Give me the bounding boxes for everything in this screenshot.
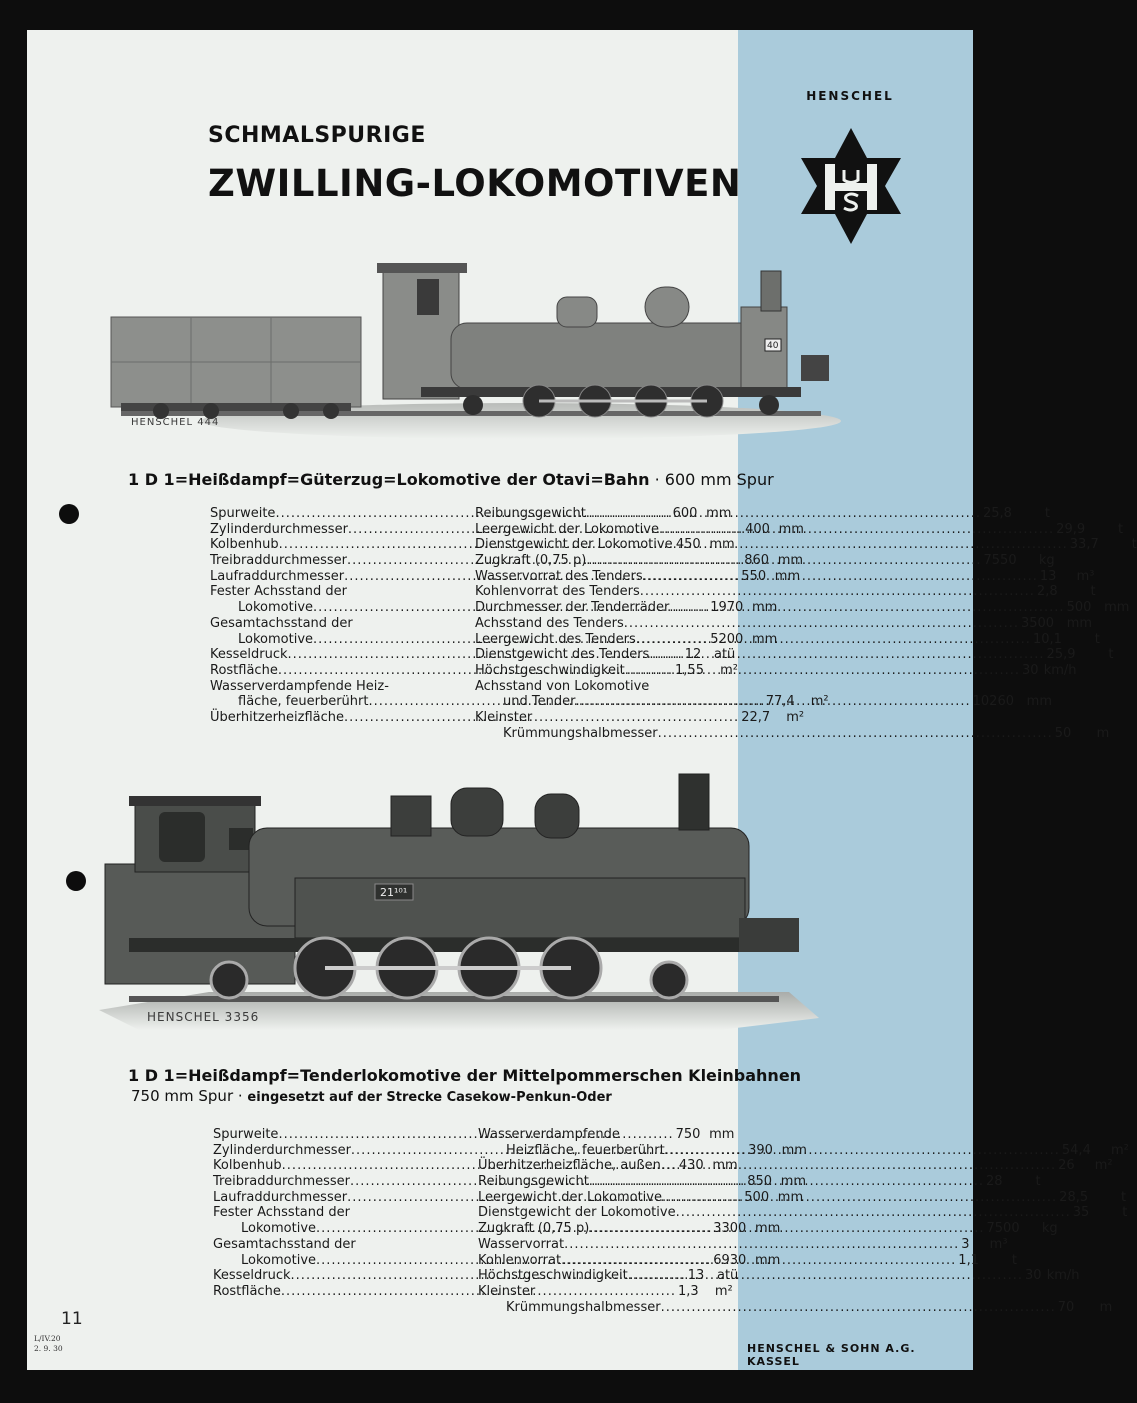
spec-label: Krümmungshalbmesser [503,725,658,741]
spec-label: Zugkraft (0,75 p) [478,1221,590,1237]
spec-label: Heizfläche, feuerberührt [506,1142,665,1158]
spec-value: 54,4 [1061,1142,1091,1158]
title-line-2: ZWILLING-LOKOMOTIVEN [208,162,742,205]
loco2-gauge: 750 mm Spur · [131,1087,248,1105]
spec-unit: kg [1038,553,1055,569]
spec-row [478,1236,1008,1253]
spec-label: Achsstand des Tenders [475,615,624,631]
spec-unit: t [1094,631,1100,647]
spec-value: 29,9 [1056,521,1086,537]
spec-unit: t [1044,506,1050,521]
spec-unit: t [1011,1252,1017,1268]
spec-row [475,615,1093,632]
spec-label: Reibungsgewicht [478,1174,589,1190]
spec-label: Krümmungshalbmesser [506,1299,661,1315]
loco2-heading-title: 1 D 1=Heißdampf=Tenderlokomotive der Mittelpommerschen Kleinbahnen [128,1066,802,1085]
spec-row [210,584,458,600]
print-code [34,1334,63,1354]
leader-dots [659,522,1054,538]
spec-unit: t [1131,537,1137,553]
spec-unit: mm [709,1127,735,1142]
spec-value: 450 [675,537,701,553]
brochure-page [27,30,1137,1370]
spec-label: Spurweite [210,506,276,521]
spec-value: 30 [1024,1268,1042,1284]
loco1-heading-title: 1 D 1=Heißdampf=Güterzug=Lokomotive der Otavi=Bahn [128,470,650,489]
spec-value: 26 [1058,1158,1075,1174]
spec-label: Dienstgewicht der Lokomotive [475,537,673,553]
spec-unit: mm [751,631,778,647]
spec-unit: m [1099,1299,1113,1315]
spec-unit: mm [774,568,801,584]
spec-unit: mm [1104,600,1130,616]
print-code-line-1: L/IV.20 [34,1334,61,1343]
spec-value: 2,8 [1036,584,1058,600]
spec-label: Gesamtachsstand der [210,615,353,631]
spec-unit: mm [781,1142,807,1158]
spec-row [475,710,721,726]
leader-dots [575,694,970,710]
spec-label: Wasserverdampfende Heiz- [210,678,389,694]
spec-value: 850 [747,1174,773,1190]
loco2-subheading [131,1087,612,1105]
spec-unit: mm [780,1174,807,1190]
leader-dots [586,553,981,569]
spec-row [478,1284,724,1300]
spec-unit: t [1035,1174,1041,1190]
spec-value: 77,4 [765,694,795,710]
spec-label: Leergewicht des Tenders [475,631,636,647]
spec-value: 3300 [713,1221,747,1237]
spec-value: 600 [672,506,698,521]
spec-unit: m² [714,1283,733,1299]
spec-value: 1970 [710,600,744,616]
spec-label: Kesseldruck [210,647,288,663]
leader-dots [624,616,1019,632]
spec-row [475,725,1110,742]
spec-label: Zugkraft (0,75 p) [475,553,587,569]
spec-unit: km/h [1046,1268,1080,1284]
spec-value: 1,1 [958,1252,979,1268]
loco1-heading [128,470,774,489]
spec-label: Laufraddurchmesser [210,568,345,584]
print-code-line-2: 2. 9. 30 [34,1344,63,1353]
spec-label: Dienstgewicht der Lokomotive [478,1205,676,1221]
spec-unit: mm [777,553,804,569]
spec-label: Leergewicht der Lokomotive [478,1189,662,1205]
spec-unit: t [1090,584,1096,600]
spec-row [475,679,721,695]
spec-label: Überhitzerheizfläche, außen [478,1158,661,1174]
spec-unit: mm [1066,615,1093,631]
spec-value: 750 [675,1127,701,1142]
leader-dots [561,1253,956,1269]
spec-label: Zylinderdurchmesser [213,1142,351,1158]
spec-row [475,584,1096,600]
spec-row [478,1127,724,1143]
spec-unit: t [1121,1189,1127,1205]
spec-value: 860 [744,553,770,569]
spec-unit: m³ [989,1236,1008,1252]
leader-dots [628,1268,1023,1284]
spec-unit: m² [810,694,829,710]
spec-label: Lokomotive [238,631,314,647]
spec-label: Gesamtachsstand der [213,1236,356,1252]
spec-unit: m² [1094,1158,1113,1174]
punch-hole-bottom [66,871,86,891]
company-footer: HENSCHEL & SOHN A.G. KASSEL [747,1342,916,1368]
spec-label: Kohlenvorrat des Tenders [475,584,640,600]
spec-label: Kleinster [475,709,533,725]
otavi-locomotive-photo [101,235,841,465]
spec-label: Reibungsgewicht [475,506,586,521]
leader-dots [564,1237,959,1253]
leader-dots [661,1300,1056,1316]
spec-value: 25,9 [1046,647,1076,663]
leader-dots [589,1221,984,1237]
spec-value: 50 [1054,725,1072,741]
spec-label: Rostfläche [213,1283,281,1299]
spec-label: Überhitzerheizfläche [210,709,344,725]
spec-value: 28 [986,1174,1003,1190]
spec-value: 33,7 [1069,537,1099,553]
loco1-number-plate: 40 [767,341,779,351]
spec-label: Achsstand von Lokomotive [475,678,650,694]
spec-label: Kolbenhub [210,537,279,553]
spec-value: 10260 [972,694,1014,710]
spec-label: fläche, feuerberührt [238,694,369,710]
leader-dots [589,1174,984,1190]
leader-dots [649,647,1044,663]
spec-label: Kleinster [478,1283,536,1299]
spec-value: 430 [678,1158,704,1174]
spec-row [213,1205,459,1221]
spec-label: Rostfläche [210,662,278,678]
punch-hole-top [59,504,79,524]
spec-value: 550 [741,568,767,584]
spec-label: Dienstgewicht des Tenders [475,647,650,663]
spec-value: 3500 [1020,615,1055,631]
leader-dots [665,1143,1060,1159]
spec-value: 22,7 [741,709,771,725]
spec-label: Lokomotive [241,1221,317,1237]
spec-row [210,616,458,632]
spec-value: 500 [744,1189,770,1205]
spec-label: Wasservorrat des Tenders [475,568,643,584]
spec-label: Höchstgeschwindigkeit [478,1268,628,1284]
spec-value: 13 [1039,568,1057,584]
spec-unit: kg [1041,1221,1058,1237]
mittelpommern-tank-locomotive-photo [99,768,819,1030]
leader-dots [662,1190,1057,1206]
leader-dots [640,584,1035,600]
leader-dots [658,726,1053,742]
leader-dots [586,506,981,522]
spec-label: Leergewicht der Lokomotive [475,521,659,537]
leader-dots [643,569,1038,585]
spec-value: 30 [1021,662,1039,678]
spec-unit: m³ [1076,568,1095,584]
henschel-star-logo [797,126,905,246]
spec-label: Treibraddurchmesser [213,1174,351,1190]
spec-label: Zylinderdurchmesser [210,521,348,537]
spec-label: Kolbenhub [213,1158,282,1174]
spec-value: 13 [687,1268,705,1284]
spec-label: Spurweite [213,1127,279,1142]
spec-row [475,506,1050,522]
spec-value: 1,3 [678,1283,699,1299]
spec-value: 35 [1072,1205,1090,1221]
spec-unit: mm [709,537,735,553]
spec-unit: mm [778,521,804,537]
spec-value: 70 [1057,1299,1075,1315]
loco1-photo-plate: HENSCHEL 444 [131,417,220,428]
spec-label: Kohlenvorrat [478,1252,562,1268]
leader-dots [625,663,1020,679]
spec-unit: m² [786,709,805,725]
spec-unit: t [1118,521,1124,537]
spec-label: Treibraddurchmesser [210,553,348,569]
spec-row [478,1205,1128,1221]
spec-label: Fester Achsstand der [213,1205,350,1221]
spec-unit: mm [712,1158,738,1174]
spec-label: Laufraddurchmesser [213,1189,348,1205]
leader-dots [673,537,1068,553]
leader-dots [661,1158,1056,1174]
spec-label: Lokomotive [241,1252,317,1268]
page-number: 11 [61,1309,83,1329]
loco2-number-plate: 21¹⁰¹ [380,886,408,899]
spec-value: 10,1 [1032,631,1062,647]
loco2-heading [128,1066,801,1085]
loco2-photo-plate: HENSCHEL 3356 [147,1010,260,1024]
spec-unit: m [1096,725,1110,741]
spec-value: 5200 [710,631,744,647]
leader-dots [669,600,1064,616]
brand-name: HENSCHEL [806,89,894,103]
spec-unit: atü [713,647,736,663]
spec-unit: t [1108,647,1114,663]
spec-value: 400 [745,521,770,537]
spec-label: Fester Achsstand der [210,584,347,600]
spec-value: 390 [748,1142,773,1158]
leader-dots [636,632,1031,648]
spec-unit: m² [1110,1142,1129,1158]
spec-row [478,1299,1113,1316]
loco2-route: eingesetzt auf der Strecke Casekow-Penkun-Oder [247,1090,612,1105]
spec-label: und Tender [503,694,576,710]
title-line-1: SCHMALSPURIGE [208,123,426,148]
spec-unit: mm [777,1189,804,1205]
spec-unit: t [1122,1205,1128,1221]
spec-label: Kesseldruck [213,1268,291,1284]
spec-label: Höchstgeschwindigkeit [475,662,625,678]
spec-value: 3 [961,1236,970,1252]
spec-row [210,679,458,695]
spec-unit: mm [751,600,778,616]
spec-unit: mm [706,506,732,521]
spec-unit: m² [720,662,738,678]
spec-unit: km/h [1043,662,1077,678]
spec-unit: mm [1026,694,1052,710]
spec-unit: mm [754,1221,781,1237]
spec-label: Durchmesser der Tenderräder [475,600,670,616]
spec-value: 6930 [713,1252,747,1268]
spec-unit: mm [754,1252,781,1268]
loco1-heading-gauge: · 600 mm Spur [649,470,774,489]
spec-value: 500 [1066,600,1092,616]
spec-label: Lokomotive [238,600,314,616]
spec-value: 25,8 [983,506,1012,521]
spec-value: 1,55 [675,662,704,678]
spec-value: 12 [684,647,702,663]
spec-label: Wasserverdampfende [478,1127,620,1142]
spec-unit: atü [716,1268,739,1284]
spec-row [213,1237,459,1253]
spec-label: Wasservorrat [478,1236,565,1252]
spec-value: 7550 [983,553,1017,569]
spec-value: 7500 [986,1221,1020,1237]
spec-value: 28,5 [1059,1189,1089,1205]
leader-dots [676,1205,1071,1221]
